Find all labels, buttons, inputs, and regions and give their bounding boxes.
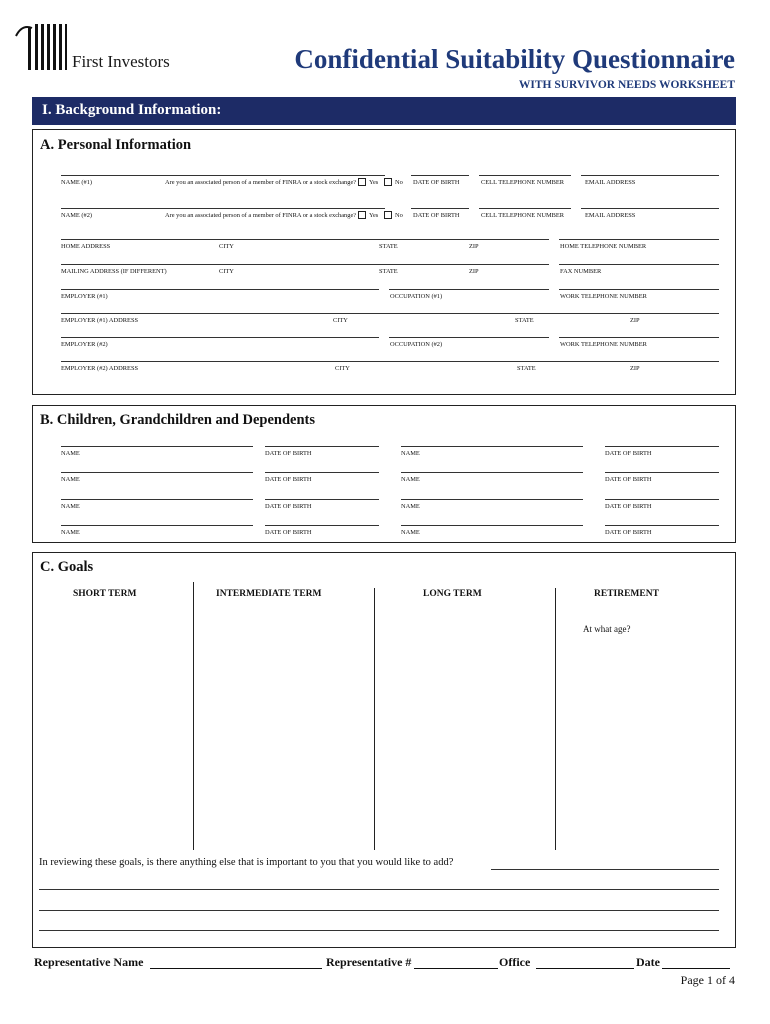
home-phone-label: HOME TELEPHONE NUMBER	[560, 243, 647, 250]
finra-yes-checkbox-1[interactable]	[358, 178, 366, 186]
occupation1-label: OCCUPATION (#1)	[390, 293, 443, 300]
dob2-field[interactable]	[411, 208, 469, 209]
date-field[interactable]	[662, 968, 730, 969]
goals-additional-question: In reviewing these goals, is there anything else that is important to you that you would like to add?	[39, 857, 454, 868]
child-dob-label: DATE OF BIRTH	[605, 529, 652, 536]
home-address-label: HOME ADDRESS	[61, 243, 111, 250]
goals-section	[32, 552, 736, 948]
cell2-field[interactable]	[479, 208, 571, 209]
child-dob-label: DATE OF BIRTH	[605, 503, 652, 510]
child-name-label: NAME	[61, 503, 80, 510]
section-title-goals: C. Goals	[40, 559, 94, 575]
page-number: Page 1 of 4	[680, 973, 735, 987]
employer2-city-label: CITY	[335, 365, 350, 372]
name2-field[interactable]	[61, 208, 385, 209]
child-dob-label: DATE OF BIRTH	[265, 529, 312, 536]
employer2-state-label: STATE	[517, 365, 536, 372]
document-subtitle: WITH SURVIVOR NEEDS WORKSHEET	[518, 79, 735, 91]
finra-question-1: Are you an associated person of a member of FINRA or a stock exchange?	[165, 179, 357, 186]
child-dob-label: DATE OF BIRTH	[605, 450, 652, 457]
work-phone1-label: WORK TELEPHONE NUMBER	[560, 293, 647, 300]
child4-name-field[interactable]	[401, 472, 583, 473]
company-name: First Investors	[72, 52, 170, 71]
finra-yes-label-2: Yes	[369, 212, 379, 219]
finra-yes-checkbox-2[interactable]	[358, 211, 366, 219]
children-dependents-section	[32, 405, 736, 543]
child7-name-field[interactable]	[61, 525, 253, 526]
child-name-label: NAME	[61, 529, 80, 536]
finra-no-checkbox-1[interactable]	[384, 178, 392, 186]
child8-name-field[interactable]	[401, 525, 583, 526]
rep-name-field[interactable]	[150, 968, 322, 969]
name2-label: NAME (#2)	[61, 212, 93, 219]
child2-dob-field[interactable]	[605, 446, 719, 447]
dob1-field[interactable]	[411, 175, 469, 176]
employer1-zip-label: ZIP	[630, 317, 640, 324]
mailing-state-label: STATE	[379, 268, 398, 275]
employer2-label: EMPLOYER (#2)	[61, 341, 108, 348]
employer1-state-label: STATE	[515, 317, 534, 324]
work-phone1-field[interactable]	[559, 289, 719, 290]
mailing-address-field[interactable]	[61, 264, 549, 265]
employer2-address-field[interactable]	[61, 361, 719, 362]
short-term-heading: SHORT TERM	[73, 589, 137, 599]
employer1-address-label: EMPLOYER (#1) ADDRESS	[61, 317, 139, 324]
home-phone-field[interactable]	[559, 239, 719, 240]
cell2-label: CELL TELEPHONE NUMBER	[481, 212, 565, 219]
goals-answer-line-1[interactable]	[491, 869, 719, 870]
child7-dob-field[interactable]	[265, 525, 379, 526]
occupation2-field[interactable]	[389, 337, 549, 338]
email2-label: EMAIL ADDRESS	[585, 212, 636, 219]
finra-no-label-1: No	[395, 179, 403, 186]
rep-number-field[interactable]	[414, 968, 498, 969]
employer1-field[interactable]	[61, 289, 379, 290]
child6-dob-field[interactable]	[605, 499, 719, 500]
fax-field[interactable]	[559, 264, 719, 265]
employer1-label: EMPLOYER (#1)	[61, 293, 108, 300]
office-label: Office	[499, 955, 531, 969]
mailing-address-label: MAILING ADDRESS (IF DIFFERENT)	[61, 268, 167, 275]
child-name-label: NAME	[401, 450, 420, 457]
child5-name-field[interactable]	[61, 499, 253, 500]
finra-no-label-2: No	[395, 212, 403, 219]
child-name-label: NAME	[401, 503, 420, 510]
child3-name-field[interactable]	[61, 472, 253, 473]
employer2-zip-label: ZIP	[630, 365, 640, 372]
office-field[interactable]	[536, 968, 634, 969]
email1-field[interactable]	[581, 175, 719, 176]
finra-question-2: Are you an associated person of a member of FINRA or a stock exchange?	[165, 212, 357, 219]
email2-field[interactable]	[581, 208, 719, 209]
child1-name-field[interactable]	[61, 446, 253, 447]
child-dob-label: DATE OF BIRTH	[265, 450, 312, 457]
home-city-label: CITY	[219, 243, 234, 250]
child5-dob-field[interactable]	[265, 499, 379, 500]
child1-dob-field[interactable]	[265, 446, 379, 447]
retirement-age-prompt: At what age?	[583, 624, 631, 634]
personal-information-section	[32, 129, 736, 395]
goals-divider-3	[555, 588, 556, 850]
goals-divider-1	[193, 582, 194, 850]
cell1-field[interactable]	[479, 175, 571, 176]
rep-number-label: Representative #	[326, 955, 412, 969]
finra-no-checkbox-2[interactable]	[384, 211, 392, 219]
name1-label: NAME (#1)	[61, 179, 93, 186]
long-term-heading: LONG TERM	[423, 589, 482, 599]
name1-field[interactable]	[61, 175, 385, 176]
child3-dob-field[interactable]	[265, 472, 379, 473]
mailing-city-label: CITY	[219, 268, 234, 275]
work-phone2-field[interactable]	[559, 337, 719, 338]
child8-dob-field[interactable]	[605, 525, 719, 526]
child-dob-label: DATE OF BIRTH	[605, 476, 652, 483]
home-address-field[interactable]	[61, 239, 549, 240]
section-header-background: I. Background Information:	[32, 97, 736, 125]
child-name-label: NAME	[61, 476, 80, 483]
employer2-field[interactable]	[61, 337, 379, 338]
home-zip-label: ZIP	[469, 243, 479, 250]
child-name-label: NAME	[61, 450, 80, 457]
child-dob-label: DATE OF BIRTH	[265, 503, 312, 510]
occupation2-label: OCCUPATION (#2)	[390, 341, 443, 348]
employer1-address-field[interactable]	[61, 313, 719, 314]
section-title-children: B. Children, Grandchildren and Dependents	[40, 412, 316, 428]
child4-dob-field[interactable]	[605, 472, 719, 473]
goals-divider-2	[374, 588, 375, 850]
child2-name-field[interactable]	[401, 446, 583, 447]
dob2-label: DATE OF BIRTH	[413, 212, 460, 219]
work-phone2-label: WORK TELEPHONE NUMBER	[560, 341, 647, 348]
child-name-label: NAME	[401, 476, 420, 483]
fax-label: FAX NUMBER	[560, 268, 602, 275]
goals-answer-line-4[interactable]	[39, 930, 719, 931]
employer2-address-label: EMPLOYER (#2) ADDRESS	[61, 365, 139, 372]
retirement-heading: RETIREMENT	[594, 589, 659, 599]
intermediate-term-heading: INTERMEDIATE TERM	[216, 589, 322, 599]
rep-name-label: Representative Name	[34, 955, 144, 969]
child-dob-label: DATE OF BIRTH	[265, 476, 312, 483]
cell1-label: CELL TELEPHONE NUMBER	[481, 179, 565, 186]
occupation1-field[interactable]	[389, 289, 549, 290]
document-title: Confidential Suitability Questionnaire	[294, 44, 735, 74]
email1-label: EMAIL ADDRESS	[585, 179, 636, 186]
finra-yes-label-1: Yes	[369, 179, 379, 186]
dob1-label: DATE OF BIRTH	[413, 179, 460, 186]
employer1-city-label: CITY	[333, 317, 348, 324]
goals-answer-line-2[interactable]	[39, 889, 719, 890]
home-state-label: STATE	[379, 243, 398, 250]
date-label: Date	[636, 955, 660, 969]
child6-name-field[interactable]	[401, 499, 583, 500]
child-name-label: NAME	[401, 529, 420, 536]
section-title-personal: A. Personal Information	[40, 137, 192, 153]
goals-answer-line-3[interactable]	[39, 910, 719, 911]
mailing-zip-label: ZIP	[469, 268, 479, 275]
